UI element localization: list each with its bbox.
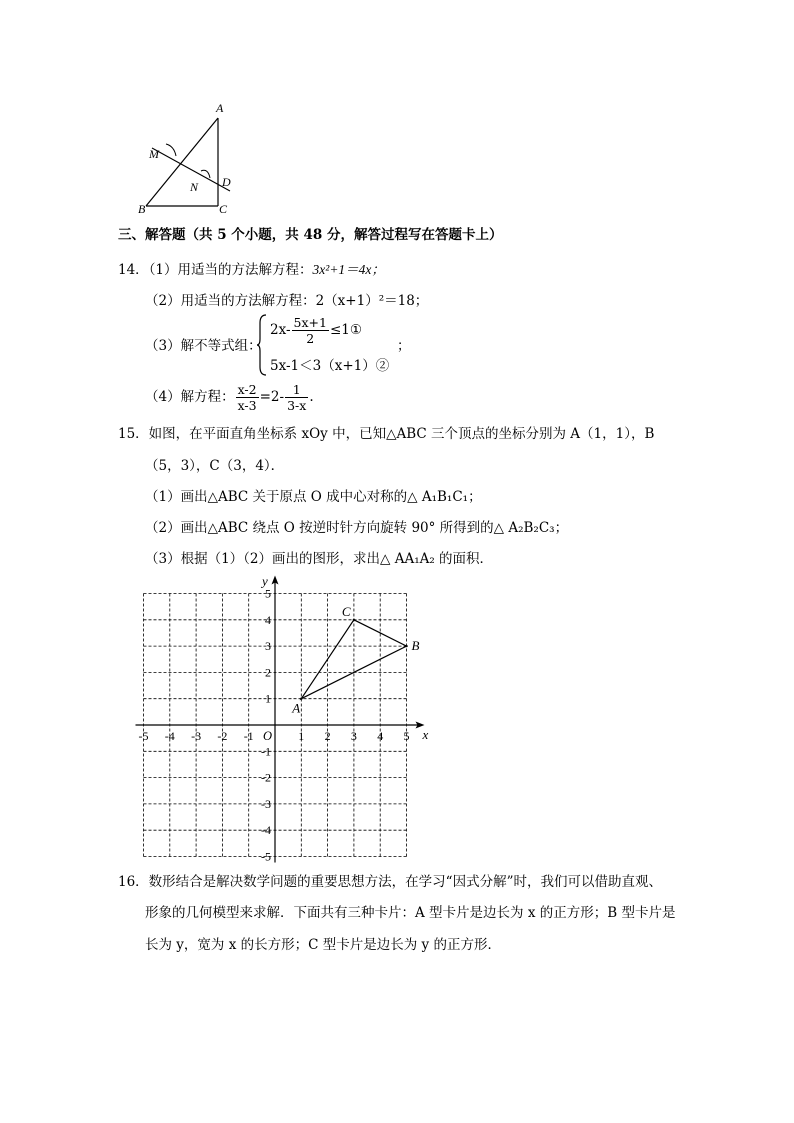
q14-p1-label: （1）用适当的方法解方程： (148, 262, 313, 278)
vertex-label-a: A (292, 700, 301, 716)
label-m: M (149, 147, 159, 161)
section-heading: 三、解答题（共 5 个小题，共 48 分，解答过程写在答题卡上） (118, 227, 503, 243)
p4-rhs-num: 1 (285, 383, 308, 398)
vertex-point-b (405, 645, 407, 647)
arc-m (166, 144, 176, 156)
x-axis-label: x (422, 727, 429, 742)
q14-p4-label: （4）解方程： (145, 388, 235, 405)
x-tick-label: 4 (377, 729, 384, 743)
y-tick-label: 4 (265, 612, 271, 627)
q14-part1 (118, 263, 385, 278)
row1-pre: 2x- (270, 321, 291, 338)
q14-p3-row2: 5x-1＜3（x+1）② (270, 358, 390, 374)
q15-line1: 15．如图，在平面直角坐标系 xOy 中，已知△ABC 三个顶点的坐标分别为 A（1，1），B (118, 426, 655, 442)
label-d: D (222, 175, 231, 189)
y-tick-label: -5 (261, 849, 271, 864)
q15-part3: （3）根据（1）（2）画出的图形，求出△ AA₁A₂ 的面积． (145, 551, 494, 567)
label-a: A (216, 101, 224, 115)
q14-p1-expr: 3x²+1＝4x； (312, 262, 385, 277)
row1-den: 2 (306, 331, 315, 346)
p4-lhs-den: x-3 (237, 398, 257, 413)
q14-p3-label: （3）解不等式组： (145, 338, 262, 354)
origin-label: O (263, 729, 273, 743)
y-tick-label: 2 (265, 665, 271, 680)
q16-line2: 形象的几何模型来求解．下面共有三种卡片：A 型卡片是边长为 x 的正方形；B 型卡片是 (145, 905, 676, 921)
q15-line2: （5，3），C（3，4）． (145, 458, 285, 474)
q15-part2: （2）画出△ABC 绕点 O 按逆时针方向旋转 90° 所得到的△ A₂B₂C₃； (145, 520, 569, 536)
row1-fraction (292, 316, 329, 345)
x-tick-label: -2 (217, 729, 228, 743)
y-tick-label: -4 (261, 823, 271, 838)
p4-rhs-den: 3-x (287, 398, 307, 413)
p4-lhs-num: x-2 (237, 382, 257, 397)
x-tick-label: -1 (243, 729, 254, 743)
label-c: C (219, 202, 228, 216)
q14-p2-expr: 2（x+1）²＝18； (315, 293, 429, 309)
x-tick-label: 5 (403, 729, 410, 743)
label-b: B (138, 202, 146, 216)
x-tick-label: -4 (164, 729, 175, 743)
arc-n (201, 170, 210, 178)
y-tick-label: -2 (261, 770, 271, 785)
side-ab (146, 118, 218, 206)
x-tick-label: -3 (191, 729, 202, 743)
p4-tail: . (309, 388, 314, 405)
q16-line1: 16．数形结合是解决数学问题的重要思想方法，在学习“因式分解”时，我们可以借助直观、 (118, 874, 662, 890)
x-tick-label: 1 (298, 729, 305, 743)
y-tick-label: 3 (265, 639, 271, 654)
label-n: N (190, 180, 199, 194)
y-tick-label: -3 (261, 796, 271, 811)
x-tick-label: -5 (138, 729, 149, 743)
coordinate-grid-chart (128, 572, 438, 864)
vertex-label-c: C (341, 603, 351, 619)
x-tick-label: 2 (324, 729, 331, 743)
x-tick-label: 3 (350, 729, 357, 743)
q14-part4 (145, 383, 314, 412)
p4-lhs-fraction (236, 383, 259, 412)
q14-p2-label: （2）用适当的方法解方程： (145, 293, 316, 309)
vertex-point-a (300, 698, 302, 700)
vertex-point-c (353, 619, 355, 621)
p4-rhs-fraction (285, 383, 308, 412)
q14-part2 (145, 295, 428, 309)
brace-icon (256, 313, 268, 377)
p4-mid: =2- (259, 388, 285, 405)
vertex-label-b: B (411, 638, 420, 654)
y-tick-label: 5 (265, 586, 271, 601)
q14-p3-tail: ； (397, 338, 411, 354)
q14-p3-row1 (270, 316, 362, 345)
axes (136, 574, 429, 863)
row1-post: ≤1① (329, 321, 362, 338)
y-axis-label: y (262, 573, 268, 589)
row1-num: 5x+1 (293, 315, 327, 330)
q14-number: 14． (118, 262, 149, 278)
y-tick-label: -1 (261, 744, 271, 759)
triangle-construction-figure (130, 98, 250, 220)
q16-line3: 长为 y，宽为 x 的长方形；C 型卡片是边长为 y 的正方形． (145, 937, 501, 953)
y-tick-label: 1 (265, 691, 271, 706)
q15-part1: （1）画出△ABC 关于原点 O 成中心对称的△ A₁B₁C₁； (145, 489, 482, 505)
